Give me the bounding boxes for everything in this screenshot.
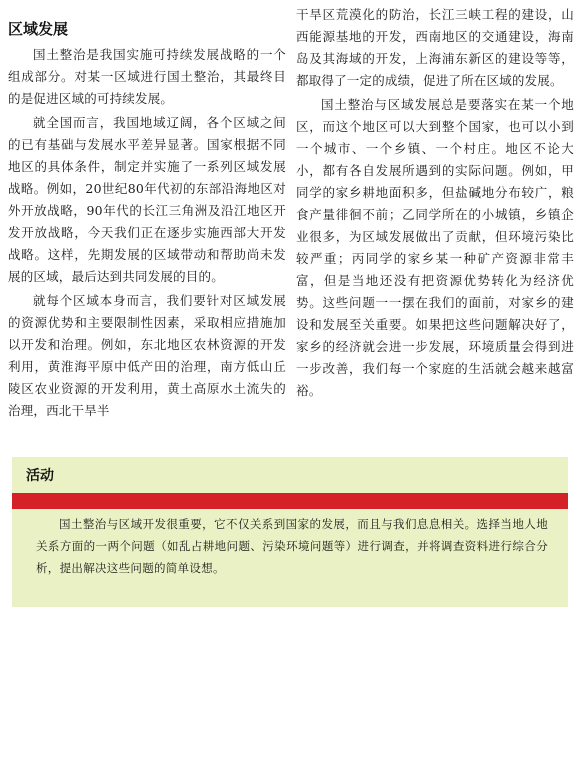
activity-text: 国土整治与区域开发很重要，它不仅关系到国家的发展，而且与我们息息相关。选择当地人地关系方面的一两个问题（如乱占耕地问题、污染环境问题等）进行调查，并将调查资料进行综合分析，提出解决这些问题的简单设想。 <box>36 517 548 575</box>
paragraph-4: 国土整治与区域发展总是要落实在某一个地区，而这个地区可以大到整个国家，也可以小到一个城市、一个乡镇、一个村庄。地区不论大小，都有各自发展所遇到的实际问题。例如，甲同学的家乡耕地面积多，但盐碱地分布较广，粮食产量徘徊不前；乙同学所在的小城镇，乡镇企业很多，为区域发展做出了贡献，但环境污染比较严重；丙同学的家乡某一种矿产资源非常丰富，但是当地还没有把资源优势转化为经济优势。这些问题一一摆在我们的面前，对家乡的建设和发展至关重要。如果把这些问题解决好了，家乡的经济就会进一步发展，环境质量会得到进一步改善，我们每一个家庭的生活就会越来越富裕。 <box>296 97 574 398</box>
activity-divider-bar <box>12 493 568 509</box>
activity-title: 活动 <box>26 468 54 484</box>
text-columns <box>8 4 574 450</box>
right-column <box>296 4 574 450</box>
paragraph-2: 就全国而言，我国地域辽阔，各个区域之间的已有基础与发展水平差异显著。国家根据不同地区的具体条件，制定并实施了一系列区域发展战略。例如，20世纪80年代初的东部沿海地区对外开放战略，90年代的长江三角洲及沿江地区开发开放战略，今天我们正在逐步实施西部大开发战略。这样，先期发展的区域带动和帮助尚未发展的区域，最后达到共同发展的目的。 <box>8 115 286 284</box>
paragraph-1: 国土整治是我国实施可持续发展战略的一个组成部分。对某一区域进行国土整治，其最终目的是促进区域的可持续发展。 <box>8 47 286 106</box>
paragraph-3: 就每个区域本身而言，我们要针对区域发展的资源优势和主要限制性因素，采取相应措施加以开发和治理。例如，东北地区农林资源的开发利用，黄淮海平原中低产田的治理，南方低山丘陵区农业资源的开发利用，黄土高原水土流失的治理，西北干旱半 <box>8 293 286 418</box>
activity-box <box>12 457 568 607</box>
paragraph-3-continued: 干旱区荒漠化的防治，长江三峡工程的建设，山西能源基地的开发，西南地区的交通建设，海南岛及其海域的开发，上海浦东新区的建设等等，都取得了一定的成绩，促进了所在区域的发展。 <box>296 7 574 88</box>
section-title: 区域发展 <box>8 20 69 38</box>
left-column <box>8 4 286 450</box>
